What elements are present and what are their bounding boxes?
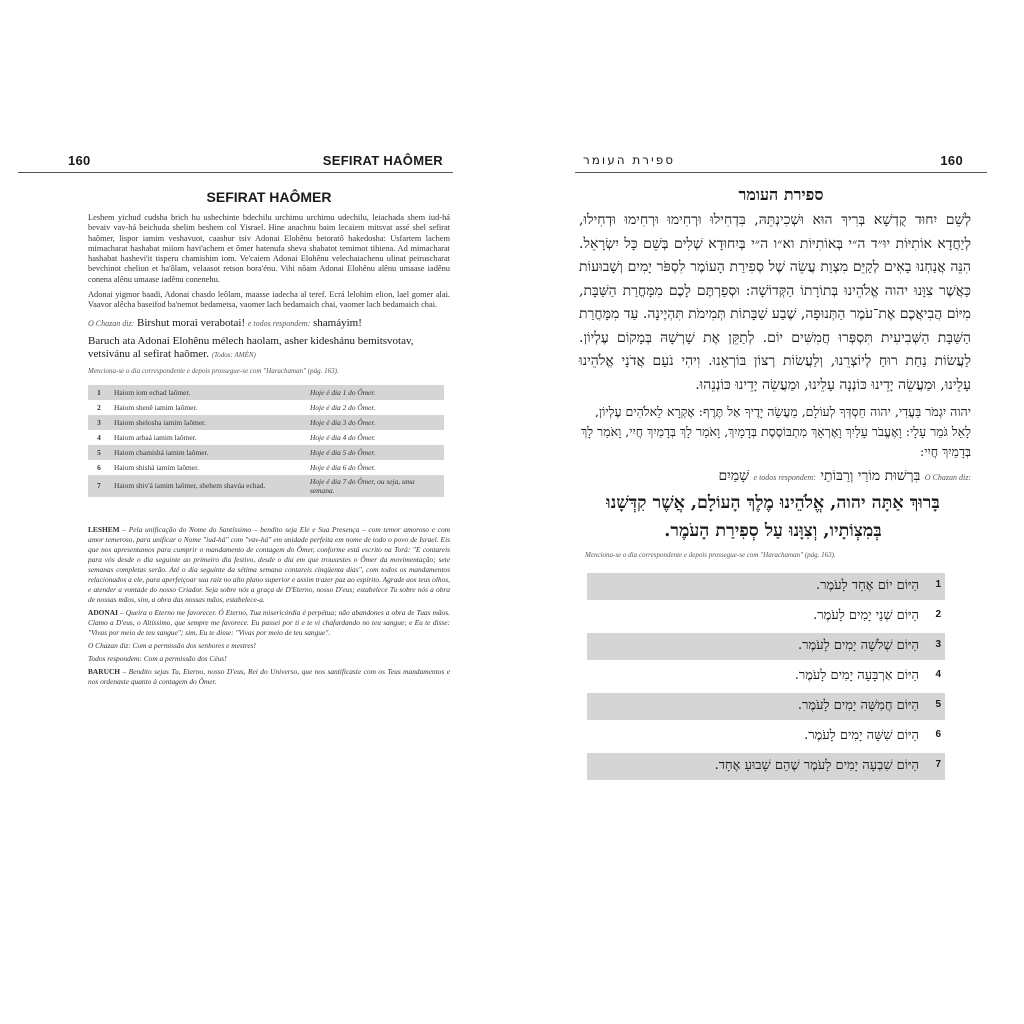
commentary-text: O Chazan diz: Com a permissão dos senhores e mestres! xyxy=(88,640,256,650)
commentary-term: BARUCH xyxy=(88,666,121,676)
chazan-call xyxy=(88,317,450,329)
commentary-term: ADONAI xyxy=(88,607,118,617)
day-text: הַיּוֹם שְׁנֵי יָמִים לָעֹמֶר. xyxy=(813,608,919,623)
day-number: 2 xyxy=(97,402,101,412)
table-row xyxy=(587,573,945,600)
table-row xyxy=(587,603,945,630)
day-number: 3 xyxy=(935,639,941,650)
leshem-paragraph: Leshem yichud cudsha brich hu ushechinte bdechilu urchimu urchimu udechilu, leiachada shem iud-há bevaiv vav-há beichuda shelim beshem col Yisrael. Hine anachnu baim lecaiem mitsvat assé shel sefirat haômer, lispor iamim veshavuot, caashur tsiv Adonai Elohênu betoratô hakedosha: Usfartem lachem mimacharat hashabat miiom havi'achem et ômer hatenufa sheva shabatot temimot tihiena. Ad mimacharat hashabat hashevi'it tisperu chamishim iom. Ve'caiem Adonai Elohênu velechaiachenu ulinat peiruscharat bevchinot chelion et ha'ôlam, velaasot retson bora'énu. Vihi nôam Adonai Elohênu alênu umaase iadênu conena alênu umaase iadênu conenehu. xyxy=(88,213,450,284)
day-text: הַיּוֹם שְׁלֹשָׁה יָמִים לָעֹמֶר. xyxy=(798,638,919,653)
table-row xyxy=(88,445,444,460)
day-number: 6 xyxy=(97,462,101,472)
day-translation: Hoje é dia 4 do Ômer. xyxy=(310,432,376,442)
day-text: Haiom chamishá iamim laômer. xyxy=(110,445,306,460)
adonai-paragraph: Adonai yigmor baadi, Adonai chasdo leôlam, maasse iadecha al teref. Ecrá lelohim elion, lael gomer alai. Vaavor alêcha baseifod ba'nemot bedametsa, vaomer lach bedamaich chai, vaomer lach bedamaich chai. xyxy=(88,290,450,310)
blessing-text xyxy=(88,335,450,362)
running-head xyxy=(575,150,987,173)
day-number: 7 xyxy=(935,759,941,770)
page-number: 160 xyxy=(940,153,963,168)
commentary-term: LESHEM xyxy=(88,524,120,534)
day-text: הַיּוֹם חֲמִשָּׁה יָמִים לָעֹמֶר. xyxy=(797,698,919,713)
hebrew-leshem-paragraph: לְשֵׁם יִחוּד קֻדְשָׁא בְּרִיךְ הוּא וּשְׁכִינְתֵּהּ, בִּדְחִילוּ וּרְחִימוּ וּרְחִימוּ וּדְחִילוּ, לְיַחֲדָא אוֹתִיּוֹת יוּ״ד ה״י בְּאוֹתִיּוֹת וא״ו ה״י בְּיִחוּדָא שְׁלִים בְּשֵׁם כָּל יִשְׂרָאֵל. הִנֵּה אֲנַחְנוּ בָאִים לְקַיֵּם מִצְוַת עֲשֵׂה שֶׁל סְפִירַת הָעוֹמֶר לִסְפֹּר יָמִים וְשָׁבוּעוֹת כַּאֲשֶׁר צִוָּנוּ יהוה אֱלֹהֵינוּ בְּתוֹרָתוֹ הַקְּדוֹשָׁה: וּסְפַרְתֶּם לָכֶם מִמָּחֳרַת הַשַּׁבָּת, מִיּוֹם הֲבִיאֲכֶם אֶת־עֹמֶר הַתְּנוּפָה, שֶׁבַע שַׁבָּתוֹת תְּמִימֹת תִּהְיֶינָה. עַד מִמָּחֳרַת הַשַּׁבָּת הַשְּׁבִיעִית תִּסְפְּרוּ חֲמִשִּׁים יוֹם. לְתַקֵּן אֶת שָׁרְשָׁהּ בְּמָקוֹם עֶלְיוֹן. לַעֲשׂוֹת נַחַת רוּחַ לְיוֹצְרֵנוּ, וְלַעֲשׂוֹת רְצוֹן בּוֹרְאֵנוּ. וִיהִי נֹעַם אֲדֹנָי אֱלֹהֵינוּ עָלֵינוּ, וּמַעֲשֵׂה יָדֵינוּ כּוֹנְנָה עָלֵינוּ, וּמַעֲשֵׂה יָדֵינוּ כּוֹנְנֵהוּ. xyxy=(579,212,971,393)
day-number: 7 xyxy=(88,475,110,497)
running-head xyxy=(18,150,453,173)
day-number: 3 xyxy=(88,415,110,430)
table-row xyxy=(88,475,444,497)
day-translation: Hoje é dia 3 do Ômer. xyxy=(306,415,444,430)
commentary-text: – Queira o Eterno me favorecer. Ó Eterno, Tua misericórdia é perpétua; não abandones a obra de Tuas mãos. Clamo a D'eus, o Altíssimo, que sempre me favorece. Eu passei por ti e te vi chafurdando no teu sangue; e Eu te disse: "Vivas por meio de teu sangue"; sim, Eu te disse: "Vivas por meio de teu sangue". xyxy=(88,607,450,637)
day-number: 2 xyxy=(935,609,941,620)
day-translation: Hoje é dia 2 do Ômer. xyxy=(310,402,376,412)
day-number: 5 xyxy=(935,699,941,710)
table-row xyxy=(88,385,444,400)
day-translation: Hoje é dia 5 do Ômer. xyxy=(306,445,444,460)
commentary-text: – Bendito sejas Tu, Eterno, nosso D'eus, Rei do Universo, que nos santificaste com os Teus mandamentos e nos ordenaste quanto à contagem do Ômer. xyxy=(88,666,450,686)
table-row xyxy=(88,415,444,430)
day-number: 4 xyxy=(935,669,941,680)
left-page xyxy=(18,150,453,690)
day-text: Haiom iom echad laômer. xyxy=(110,385,306,400)
day-text: Haiom shiv'á iamim laômer, shehem shavúa echad. xyxy=(110,475,306,497)
day-text: Haiom shelosha iamim laômer. xyxy=(110,415,306,430)
table-row xyxy=(88,430,444,445)
chazan-text: בִּרְשׁוּת מוֹרַי וְרַבּוֹתַי xyxy=(820,468,921,484)
table-row xyxy=(88,460,444,475)
running-title: ספירת העומר xyxy=(583,153,675,167)
page-number: 160 xyxy=(68,153,91,168)
respond-text: shamáyim! xyxy=(312,316,362,329)
table-row xyxy=(587,663,945,690)
commentary-paragraph xyxy=(88,641,450,651)
amen-note: (Todos: AMÉN) xyxy=(211,350,256,359)
translation-commentary xyxy=(88,525,450,687)
chazan-call xyxy=(575,468,971,485)
commentary-paragraph xyxy=(88,525,450,605)
running-title: SEFIRAT HAÔMER xyxy=(322,153,443,168)
section-title: ספירת העומר xyxy=(738,185,824,204)
commentary-text: Todos respondem: Com a permissão dos Céus! xyxy=(88,653,227,663)
day-text: הַיּוֹם אַרְבָּעָה יָמִים לָעֹמֶר. xyxy=(794,668,919,683)
day-text: הַיּוֹם שִׁבְעָה יָמִים לָעֹמֶר שֶׁהֵם שָׁבוּעַ אֶחָד. xyxy=(714,758,919,773)
day-text: הַיּוֹם שִׁשָּׁה יָמִים לָעֹמֶר. xyxy=(804,728,919,743)
respond-label: e todos respondem: xyxy=(753,473,816,482)
day-translation: Hoje é dia 1 do Ômer. xyxy=(306,385,444,400)
day-number: 6 xyxy=(935,729,941,740)
day-number: 4 xyxy=(97,432,101,442)
day-text: הַיּוֹם יוֹם אֶחָד לָעֹמֶר. xyxy=(816,578,919,593)
respond-text: שָׁמַיִם xyxy=(718,468,750,484)
day-text: Haiom shishá iamim laômer. xyxy=(114,462,199,472)
chazan-text: Birshut morai verabotai! xyxy=(136,316,246,329)
hebrew-verse: יהוה יִגְמֹר בַּעֲדִי, יהוה חַסְדְּךָ לְעוֹלָם, מַעֲשֵׂה יָדֶיךָ אַל תֶּרֶף: אֶקְרָא לֵאלֹהִים עֶלְיוֹן, לָאֵל גֹּמֵר עָלָי: וָאֶעֱבֹר עָלַיִךְ וָאֶרְאֵךְ מִתְבּוֹסֶסֶת בְּדָמָיִךְ, וָאֹמַר לָךְ בְּדָמַיִךְ חֲיִי, וָאֹמַר לָךְ בְּדָמַיִךְ חֲיִי: xyxy=(581,404,971,459)
table-row xyxy=(587,693,945,720)
left-column xyxy=(88,189,450,687)
respond-label: e todos respondem: xyxy=(247,318,311,328)
omer-count-table xyxy=(587,573,945,780)
day-text: Haiom arbaá iamim laômer. xyxy=(114,432,197,442)
day-number: 1 xyxy=(935,579,941,590)
omer-count-table xyxy=(88,385,444,497)
table-row xyxy=(587,753,945,780)
blessing: Baruch ata Adonai Elohênu mélech haolam, asher kideshánu bemitsvotav, vetsivánu al sefirat haômer. xyxy=(88,334,414,360)
day-note: Menciona-se o dia correspondente e depois prossegue-se com "Harachaman" (pág. 163). xyxy=(88,366,339,375)
table-row xyxy=(587,633,945,660)
hebrew-blessing: בָּרוּךְ אַתָּה יהוה, אֱלֹהֵינוּ מֶלֶךְ הָעוֹלָם, אֲשֶׁר קִדְּשָׁנוּ בְּמִצְוֹתָיו, וְצִוָּנוּ עַל סְפִירַת הָעֹמֶר. xyxy=(606,493,940,541)
day-note: Menciona-se o dia correspondente e depois prossegue-se com "Harachaman" (pág. 163). xyxy=(585,551,836,559)
right-page xyxy=(575,150,987,783)
day-text: Haiom shenê iamim laômer. xyxy=(114,402,198,412)
commentary-paragraph xyxy=(88,654,450,664)
chazan-label: O Chazan diz: xyxy=(924,473,971,482)
commentary-text: – Pela unificação do Nome do Santíssimo – bendito seja Ele e Sua Presença – com temor amoroso e com amor temeroso, para unificar o Nome "iud-há" com "vav-há" em unidade perfeita em nome de todo o povo de Israel. Eis que nos apresentamos para cumprir o mandamento de contagem do Ômer, conforme está escrito na Torá: "E contareis para vós desde o dia seguinte ao primeiro dia festivo, desde o dia em que trouxestes o Ômer da movimentação; sete semanas completas serão. Até o dia seguinte da sétima semana contareis cinqüenta dias", com todos os mandamentos relacionados a ele, para aperfeiçoar sua raiz no alto plano superior e assim trazer paz ao espírito. Agrade aos teus olhos, e atender a vontade do nosso Criador. Seja sobre nós a graça de D'Eterno, nosso D'eus; estabelece Tu sobre nós a obra de nossas mãos, sim, a obra das nossas mãos, estabelece-a. xyxy=(88,524,450,604)
day-number: 1 xyxy=(88,385,110,400)
table-row xyxy=(88,400,444,415)
commentary-paragraph xyxy=(88,608,450,638)
table-row xyxy=(587,723,945,750)
section-title: SEFIRAT HAÔMER xyxy=(206,189,332,205)
day-translation: Hoje é dia 7 do Ômer, ou seja, uma semana. xyxy=(306,475,444,497)
day-number: 5 xyxy=(88,445,110,460)
day-translation: Hoje é dia 6 do Ômer. xyxy=(310,462,376,472)
commentary-paragraph xyxy=(88,667,450,687)
chazan-label: O Chazan diz: xyxy=(88,318,135,328)
